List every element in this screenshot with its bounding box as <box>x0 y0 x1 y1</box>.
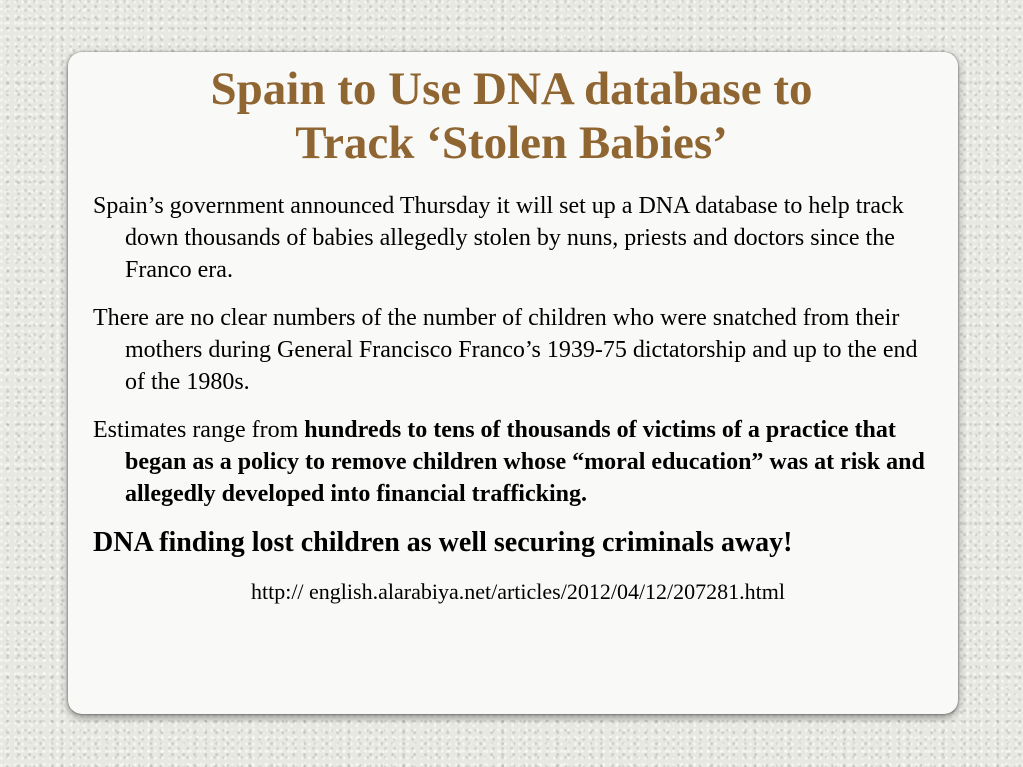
paragraph-announcement: Spain’s government announced Thursday it will set up a DNA database to help track down thousands of babies allegedly stolen by nuns, priests and doctors since the Franco era. <box>93 193 904 283</box>
slide-body <box>93 190 943 608</box>
estimates-prefix: Estimates range from <box>93 417 305 443</box>
estimates-bold-text: hundreds to tens of thousands of victims of a practice that began as a policy to remove children whose “moral education” was at risk and allegedly developed into financial trafficking. <box>125 417 925 507</box>
paragraph-numbers: There are no clear numbers of the number of children who were snatched from their mothers during General Francisco Franco’s 1939-75 dictatorship and up to the end of the 1980s. <box>93 305 918 395</box>
conclusion-heading: DNA finding lost children as well securing criminals away! <box>93 527 793 558</box>
source-link[interactable]: http:// english.alarabiya.net/articles/2012/04/12/207281.html <box>250 579 785 604</box>
paragraph-estimates <box>93 414 943 510</box>
slide-title <box>0 62 1023 170</box>
title-line-1: Spain to Use DNA database to <box>210 63 813 115</box>
title-line-2: Track ‘Stolen Babies’ <box>295 117 728 169</box>
